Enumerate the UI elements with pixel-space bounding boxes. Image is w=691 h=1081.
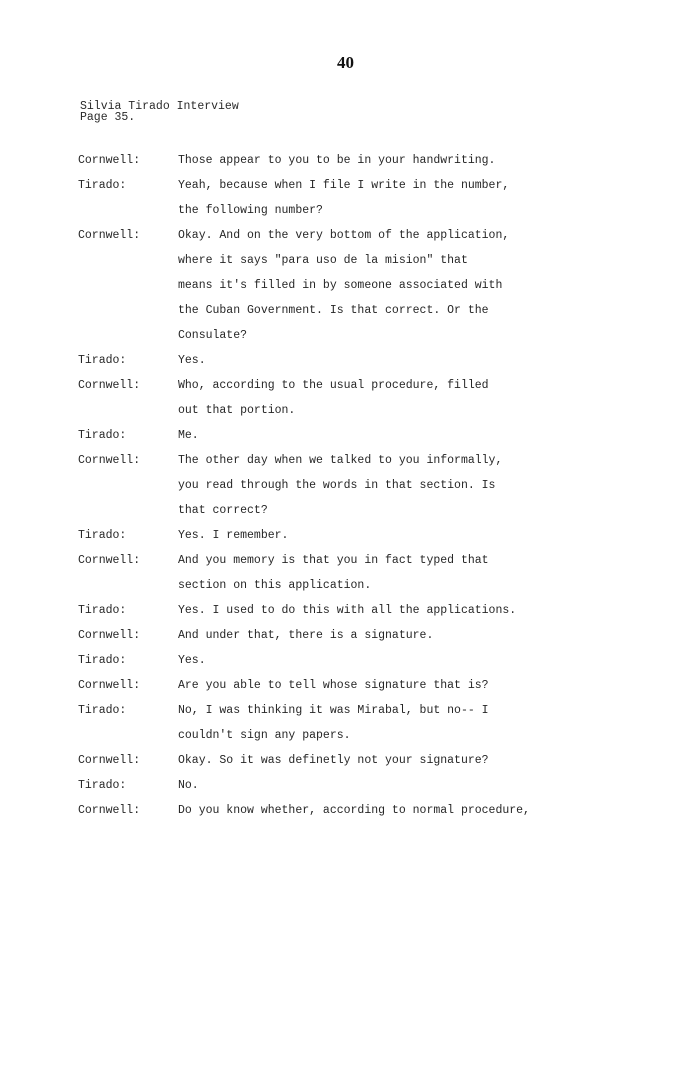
- speaker-label: Cornwell:: [78, 804, 141, 817]
- utterance-line: couldn't sign any papers.: [178, 729, 351, 742]
- speaker-label: Tirado:: [78, 604, 127, 617]
- transcript-entry: [78, 748, 678, 773]
- utterance-line: And you memory is that you in fact typed that: [178, 554, 489, 567]
- utterance: [178, 523, 678, 548]
- speaker-label: Cornwell:: [78, 554, 141, 567]
- transcript-entry: [78, 173, 678, 223]
- utterance-line: means it's filled in by someone associated with: [178, 279, 503, 292]
- utterance-line: Those appear to you to be in your handwriting.: [178, 154, 496, 167]
- speaker-label: Tirado:: [78, 779, 127, 792]
- speaker-label: Tirado:: [78, 429, 127, 442]
- utterance: [178, 673, 678, 698]
- transcript-entry: [78, 448, 678, 523]
- speaker-label: Cornwell:: [78, 679, 141, 692]
- utterance: [178, 698, 678, 748]
- interview-transcript: [78, 148, 678, 823]
- document-header: [80, 101, 239, 123]
- speaker-label: Cornwell:: [78, 154, 141, 167]
- utterance-line: that correct?: [178, 504, 268, 517]
- speaker-label: Cornwell:: [78, 754, 141, 767]
- utterance: [178, 423, 678, 448]
- utterance-line: the Cuban Government. Is that correct. Or the: [178, 304, 489, 317]
- speaker-label: Tirado:: [78, 354, 127, 367]
- utterance: [178, 173, 678, 223]
- utterance-line: The other day when we talked to you informally,: [178, 454, 503, 467]
- transcript-entry: [78, 773, 678, 798]
- utterance: [178, 598, 678, 623]
- utterance-line: you read through the words in that section. Is: [178, 479, 496, 492]
- utterance-line: Okay. And on the very bottom of the application,: [178, 229, 510, 242]
- utterance-line: And under that, there is a signature.: [178, 629, 434, 642]
- speaker-label: Cornwell:: [78, 379, 141, 392]
- utterance: [178, 623, 678, 648]
- utterance: [178, 223, 678, 348]
- utterance-line: Yes. I remember.: [178, 529, 289, 542]
- utterance: [178, 548, 678, 598]
- transcript-entry: [78, 648, 678, 673]
- utterance-line: Yes. I used to do this with all the applications.: [178, 604, 517, 617]
- transcript-entry: [78, 698, 678, 748]
- utterance-line: Do you know whether, according to normal procedure,: [178, 804, 530, 817]
- header-page-ref: Page 35.: [80, 111, 136, 124]
- utterance-line: the following number?: [178, 204, 323, 217]
- speaker-label: Cornwell:: [78, 454, 141, 467]
- transcript-entry: [78, 798, 678, 823]
- speaker-label: Tirado:: [78, 654, 127, 667]
- utterance-line: Are you able to tell whose signature that is?: [178, 679, 489, 692]
- utterance-line: No.: [178, 779, 199, 792]
- transcript-entry: [78, 223, 678, 348]
- transcript-entry: [78, 373, 678, 423]
- utterance: [178, 148, 678, 173]
- transcript-entry: [78, 598, 678, 623]
- utterance: [178, 748, 678, 773]
- utterance: [178, 448, 678, 523]
- utterance-line: out that portion.: [178, 404, 296, 417]
- transcript-entry: [78, 673, 678, 698]
- page-number: 40: [337, 53, 354, 72]
- utterance-line: No, I was thinking it was Mirabal, but no-- I: [178, 704, 489, 717]
- utterance: [178, 348, 678, 373]
- utterance: [178, 773, 678, 798]
- utterance-line: Yes.: [178, 654, 206, 667]
- utterance-line: where it says "para uso de la mision" that: [178, 254, 468, 267]
- utterance-line: Who, according to the usual procedure, filled: [178, 379, 489, 392]
- utterance-line: Okay. So it was definetly not your signature?: [178, 754, 489, 767]
- speaker-label: Tirado:: [78, 179, 127, 192]
- speaker-label: Cornwell:: [78, 629, 141, 642]
- speaker-label: Tirado:: [78, 704, 127, 717]
- transcript-entry: [78, 548, 678, 598]
- utterance: [178, 648, 678, 673]
- speaker-label: Cornwell:: [78, 229, 141, 242]
- header-title: Silvia Tirado Interview: [80, 100, 239, 113]
- utterance-line: Me.: [178, 429, 199, 442]
- utterance: [178, 373, 678, 423]
- transcript-entry: [78, 348, 678, 373]
- utterance-line: Yeah, because when I file I write in the number,: [178, 179, 510, 192]
- transcript-entry: [78, 623, 678, 648]
- speaker-label: Tirado:: [78, 529, 127, 542]
- utterance-line: Consulate?: [178, 329, 248, 342]
- transcript-entry: [78, 423, 678, 448]
- utterance-line: section on this application.: [178, 579, 372, 592]
- transcript-entry: [78, 523, 678, 548]
- utterance: [178, 798, 678, 823]
- transcript-entry: [78, 148, 678, 173]
- utterance-line: Yes.: [178, 354, 206, 367]
